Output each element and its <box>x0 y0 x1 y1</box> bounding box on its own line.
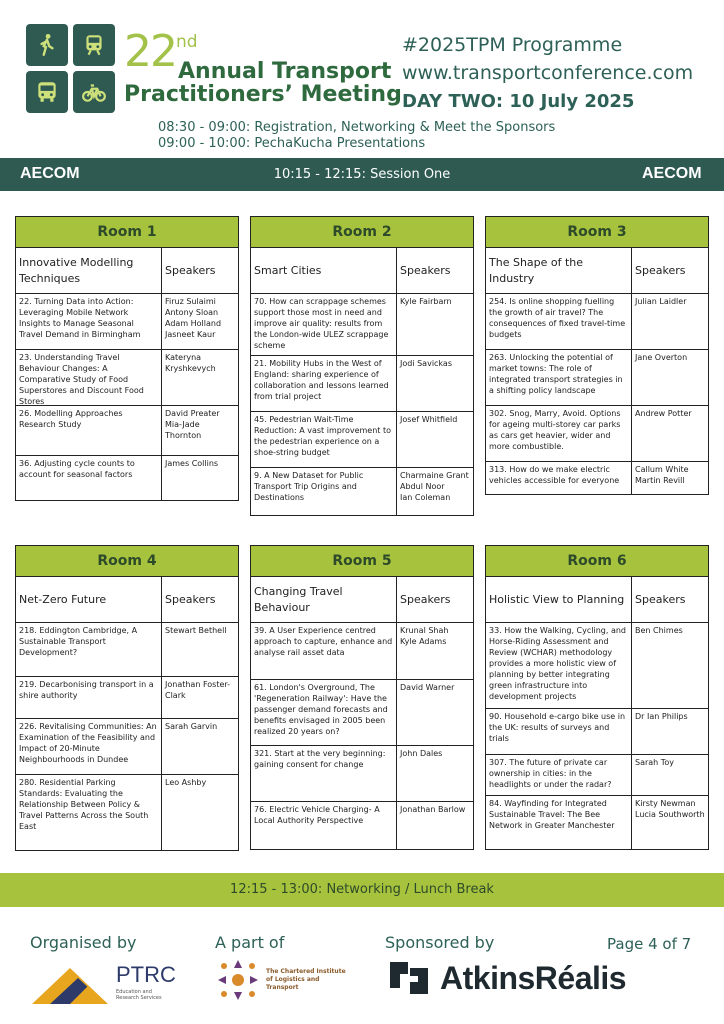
room-topic-row <box>16 577 238 623</box>
talk-title: 9. A New Dataset for Public Transport Trip Origins and Destinations <box>251 468 397 515</box>
talk-speakers: Kirsty Newman Lucia Southworth <box>635 799 705 819</box>
room-name: Room 4 <box>16 546 238 577</box>
talk-row <box>486 755 708 796</box>
talk-title: 39. A User Experience centred approach to capture, enhance and analyse rail asset data <box>251 623 397 679</box>
talk-title: 280. Residential Parking Standards: Evaluating the Relationship Between Policy & Travel Patterns Across the South East <box>16 775 162 850</box>
session-banner <box>0 158 724 191</box>
talk-speakers: David Preater Mia-Jade Thornton <box>165 409 220 440</box>
talk-speakers: Kateryna Kryshkevych <box>165 353 216 373</box>
room-name: Room 1 <box>16 217 238 248</box>
talk-row <box>16 623 238 677</box>
room-name: Room 3 <box>486 217 708 248</box>
room-table-3 <box>485 216 709 495</box>
schedule-item-pechakucha: 09:00 - 10:00: PechaKucha Presentations <box>158 136 426 151</box>
talk-row <box>251 623 473 680</box>
schedule-item-registration: 08:30 - 09:00: Registration, Networking & Meet the Sponsors <box>158 120 556 135</box>
talk-speakers: Josef Whitfield <box>400 415 458 424</box>
talk-title: 219. Decarbonising transport in a shire authority <box>16 677 162 718</box>
room-topic: Innovative Modelling Techniques <box>16 248 162 293</box>
talk-title: 321. Start at the very beginning: gaining consent for change <box>251 746 397 801</box>
talk-speakers: Andrew Potter <box>635 409 692 418</box>
talk-row <box>251 468 473 515</box>
talk-row <box>486 406 708 462</box>
event-logo <box>26 24 115 113</box>
cilt-logo-icon <box>216 958 260 1002</box>
talk-speakers: Stewart Bethell <box>165 626 227 635</box>
talk-row <box>16 677 238 719</box>
talk-title: 307. The future of private car ownership in cities: in the headlights or under the radar? <box>486 755 632 795</box>
talk-speakers: Sarah Garvin <box>165 722 218 731</box>
talk-speakers: Kyle Fairbarn <box>400 297 452 306</box>
website-link[interactable]: www.transportconference.com <box>402 62 694 84</box>
talk-row <box>486 796 708 849</box>
event-title-line2: Practitioners’ Meeting <box>124 82 402 107</box>
cilt-name: The Chartered Institute of Logistics and Transport <box>266 968 346 991</box>
talk-speakers: Leo Ashby <box>165 778 207 787</box>
day-heading: DAY TWO: 10 July 2025 <box>402 91 635 112</box>
talk-title: 254. Is online shopping fuelling the growth of air travel? The consequences of fixed travel-time budgets <box>486 294 632 349</box>
session-title: 10:15 - 12:15: Session One <box>273 167 451 182</box>
sponsored-by-label: Sponsored by <box>385 933 495 952</box>
room-table-4 <box>15 545 239 851</box>
event-number-suffix: nd <box>176 32 198 52</box>
room-table-5 <box>250 545 474 850</box>
talk-row <box>16 456 238 500</box>
talk-speakers: Jonathan Barlow <box>400 805 466 814</box>
talk-row <box>486 294 708 350</box>
talk-title: 33. How the Walking, Cycling, and Horse-Riding Assessment and Review (WCHAR) methodology provides a more holistic view of planning by better integrating green infrastructure into development projects <box>486 623 632 708</box>
talk-speakers: Krunal Shah Kyle Adams <box>400 626 449 646</box>
bicycle-icon <box>73 71 115 113</box>
talk-row <box>486 709 708 755</box>
room-topic-row <box>251 577 473 623</box>
talk-title: 84. Wayfinding for Integrated Sustainable Travel: The Bee Network in Greater Manchester <box>486 796 632 849</box>
room-table-2 <box>250 216 474 516</box>
talk-speakers: John Dales <box>400 749 443 758</box>
atkinsrealis-logo <box>386 958 626 998</box>
sponsor-logo-right: AECOM <box>642 165 702 182</box>
talk-row <box>16 350 238 406</box>
talk-title: 90. Household e-cargo bike use in the UK: results of surveys and trials <box>486 709 632 754</box>
speakers-column-header: Speakers <box>635 264 686 277</box>
room-table-1 <box>15 216 239 501</box>
speakers-column-header: Speakers <box>400 593 451 606</box>
walking-person-icon <box>26 24 68 66</box>
organised-by-label: Organised by <box>30 933 137 952</box>
talk-title: 313. How do we make electric vehicles accessible for everyone <box>486 462 632 494</box>
talk-title: 23. Understanding Travel Behaviour Changes: A Comparative Study of Food Superstores and Discount Food Stores <box>16 350 162 405</box>
talk-speakers: Jodi Savickas <box>400 359 452 368</box>
talk-speakers: Charmaine Grant Abdul Noor Ian Coleman <box>400 471 469 502</box>
talk-speakers: Jane Overton <box>635 353 688 362</box>
talk-row <box>16 775 238 850</box>
room-topic: The Shape of the Industry <box>486 248 632 293</box>
talk-row <box>251 802 473 849</box>
talk-row <box>486 462 708 494</box>
room-topic: Smart Cities <box>251 248 397 293</box>
talk-title: 21. Mobility Hubs in the West of England: sharing experience of collaboration and lessons learned from trial project <box>251 356 397 411</box>
talk-row <box>16 719 238 775</box>
talk-title: 263. Unlocking the potential of market towns: The role of integrated transport strategies in a shifting policy landscape <box>486 350 632 405</box>
room-topic: Holistic View to Planning <box>486 577 632 622</box>
room-name: Room 5 <box>251 546 473 577</box>
room-name: Room 2 <box>251 217 473 248</box>
talk-row <box>251 356 473 412</box>
talk-row <box>251 680 473 746</box>
talk-row <box>16 294 238 350</box>
part-of-label: A part of <box>215 933 285 952</box>
talk-speakers: James Collins <box>165 459 219 468</box>
talk-row <box>16 406 238 456</box>
speakers-column-header: Speakers <box>635 593 686 606</box>
talk-speakers: Jonathan Foster-Clark <box>165 680 231 700</box>
event-number: 22 <box>124 26 176 77</box>
talk-title: 70. How can scrappage schemes support those most in need and improve air quality: results from the London-wide ULEZ scrappage scheme <box>251 294 397 355</box>
room-topic-row <box>16 248 238 294</box>
talk-speakers: Callum White Martin Revill <box>635 465 689 485</box>
talk-title: 26. Modelling Approaches Research Study <box>16 406 162 455</box>
room-name: Room 6 <box>486 546 708 577</box>
talk-row <box>251 294 473 356</box>
talk-title: 61. London's Overground, The 'Regeneration Railway': Have the passenger demand forecasts and benefits envisaged in 2005 been realized 20 years on? <box>251 680 397 745</box>
talk-title: 218. Eddington Cambridge, A Sustainable Transport Development? <box>16 623 162 676</box>
atkinsrealis-mark-icon <box>386 958 432 998</box>
speakers-column-header: Speakers <box>400 264 451 277</box>
talk-speakers: Julian Laidler <box>635 297 687 306</box>
page-number: Page 4 of 7 <box>607 935 692 953</box>
talk-title: 76. Electric Vehicle Charging- A Local Authority Perspective <box>251 802 397 849</box>
lunch-banner: 12:15 - 13:00: Networking / Lunch Break <box>0 873 724 907</box>
room-topic-row <box>251 248 473 294</box>
talk-speakers: Sarah Toy <box>635 758 674 767</box>
room-topic-row <box>486 248 708 294</box>
room-table-6 <box>485 545 709 850</box>
atkinsrealis-name: AtkinsRéalis <box>440 959 627 996</box>
speakers-column-header: Speakers <box>165 264 216 277</box>
ptrc-name: PTRC <box>116 962 176 987</box>
talk-title: 36. Adjusting cycle counts to account for seasonal factors <box>16 456 162 500</box>
room-topic-row <box>486 577 708 623</box>
programme-hashtag: #2025TPM Programme <box>402 34 623 56</box>
talk-row <box>486 623 708 709</box>
talk-title: 302. Snog, Marry, Avoid. Options for ageing multi-storey car parks as cars get heavier, wider and more combustible. <box>486 406 632 461</box>
talk-title: 22. Turning Data into Action: Leveraging Mobile Network Insights to Manage Seasonal Travel Demand in Birmingham <box>16 294 162 349</box>
talk-row <box>486 350 708 406</box>
talk-speakers: Firuz Sulaimi Antony Sloan Adam Holland Jasneet Kaur <box>165 297 222 339</box>
talk-title: 45. Pedestrian Wait-Time Reduction: A vast improvement to the pedestrian experience on a shoe-string budget <box>251 412 397 467</box>
talk-title: 226. Revitalising Communities: An Examination of the Feasibility and Impact of 20-Minute Neighbourhoods in Dundee <box>16 719 162 774</box>
room-topic: Changing Travel Behaviour <box>251 577 397 622</box>
bus-icon <box>26 71 68 113</box>
talk-speakers: Ben Chimes <box>635 626 683 635</box>
event-title-line1: Annual Transport <box>178 59 392 84</box>
room-topic: Net-Zero Future <box>16 577 162 622</box>
talk-row <box>251 412 473 468</box>
talk-speakers: David Warner <box>400 683 455 692</box>
talk-speakers: Dr Ian Philips <box>635 712 688 721</box>
ptrc-subtitle: Education and Research Services <box>116 989 162 1001</box>
speakers-column-header: Speakers <box>165 593 216 606</box>
talk-row <box>251 746 473 802</box>
sponsor-logo-left: AECOM <box>20 165 80 182</box>
train-icon <box>73 24 115 66</box>
